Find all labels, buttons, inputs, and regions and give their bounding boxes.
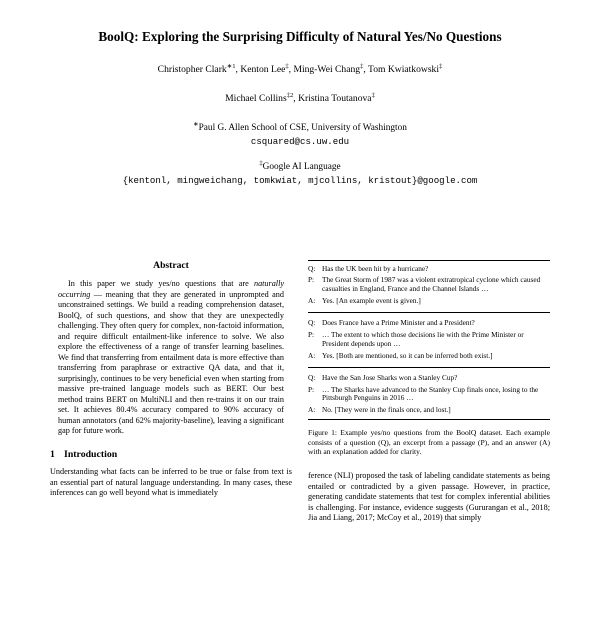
page-title: BoolQ: Exploring the Surprising Difficulty of Natural Yes/No Questions (98, 29, 502, 44)
abstract-paragraph: In this paper we study yes/no questions that are naturally occurring — meaning that they are generated in unprompted and unconstrained settings. We build a reading comprehension dataset, BoolQ, of such questions, and show that they are unexpectedly challenging. They often query for complex, non-factoid information, and require difficult entailment-like inference to solve. We also explore the effectiveness of a range of transfer learning baselines. We find that transferring from entailment data is more effective than transferring from paraphrase or extractive QA data, and that it, surprisingly, continues to be very beneficial even when starting from massive pre-trained language models such as BERT. Our best method trains BERT on MultiNLI and then re-trains it on our train set. It achieves 80.4% accuracy compared to 90% accuracy of human annotators (and 62% majority-baseline), leaving a significant gap for future work. (58, 279, 284, 436)
author-affil-marker: ‡ (371, 91, 375, 99)
figure-row (308, 372, 550, 384)
author-name: , Ming-Wei Chang (288, 64, 361, 76)
figure-row (308, 329, 550, 350)
figure-row-label: P: (308, 384, 315, 394)
figure-row-text: … The extent to which those decisions lie with the Prime Minister or President depends upon … (322, 329, 524, 348)
figure-row-label: Q: (308, 372, 316, 382)
body-columns (0, 260, 600, 628)
introduction-paragraph: Understanding what facts can be inferred to be true or false from text is an essential part of natural language understanding. In many cases, these inferences can go well beyond what is immediately (50, 467, 292, 498)
affiliation-text: Paul G. Allen School of CSE, University of Washington (198, 122, 407, 133)
section-title: Introduction (64, 448, 118, 460)
author-list (36, 63, 564, 106)
figure-row (308, 350, 550, 362)
right-column-paragraph: ference (NLI) proposed the task of labeling candidate statements as being entailed or contradicted by a given passage. However, in practice, generating candidate statements that test for complex inferential abilities is challenging. For instance, evidence suggests (Gururangan et al., 2018; Jia and Liang, 2017; McCoy et al., 2019) that simply (308, 471, 550, 523)
affiliation-1 (0, 122, 600, 149)
figure-example-group (308, 316, 550, 365)
figure-example-group (308, 261, 550, 310)
figure-row-label: A: (308, 350, 316, 360)
author-name: , Kristina Toutanova (293, 92, 372, 104)
figure-row-text: No. [They were in the finals once, and lost.] (322, 405, 451, 415)
figure-row-label: P: (308, 329, 315, 339)
affiliation-text: Google AI Language (262, 161, 341, 172)
figure-row-text: Yes. [An example event is given.] (322, 296, 421, 306)
figure-row (308, 384, 550, 405)
figure-row (308, 296, 550, 308)
figure-row-text: The Great Storm of 1987 was a violent extratropical cyclone which caused casualties in England, France and the Channel Islands … (322, 275, 541, 294)
figure-row-text: Have the San Jose Sharks won a Stanley Cup? (322, 372, 458, 382)
figure-row-text: Does France have a Prime Minister and a President? (322, 318, 475, 328)
figure-row-text: Yes. [Both are mentioned, so it can be inferred both exist.] (322, 350, 493, 360)
figure-row (308, 263, 550, 275)
author-line-2 (36, 92, 564, 106)
affil-marker: ‡ (259, 159, 263, 167)
figure-row-label: P: (308, 275, 315, 285)
figure-1-caption: Figure 1: Example yes/no questions from the BoolQ dataset. Each example consists of a question (Q), an excerpt from a passage (P), and an answer (A) with an explanation added for clarity. (308, 427, 550, 457)
figure-row (308, 318, 550, 330)
figure-row-label: Q: (308, 263, 316, 273)
left-column (50, 260, 292, 499)
author-name: Christopher Clark (157, 64, 227, 76)
abstract-body (58, 279, 284, 437)
author-affil-marker: ‡ (360, 62, 364, 70)
figure-1-table (308, 260, 550, 420)
figure-divider (308, 367, 550, 368)
author-name: , Kenton Lee (235, 64, 286, 76)
figure-example-group (308, 370, 550, 419)
figure-row-label: Q: (308, 318, 316, 328)
abstract-heading: Abstract (153, 260, 189, 271)
author-affil-marker: ∗1 (226, 62, 236, 70)
paper-page (0, 28, 600, 628)
author-name: Michael Collins (225, 92, 287, 104)
figure-row-label: A: (308, 405, 316, 415)
figure-row-text: Has the UK been hit by a hurricane? (322, 263, 429, 273)
section-number: 1 (50, 448, 55, 460)
figure-row (308, 405, 550, 417)
author-affil-marker: ‡ (439, 62, 443, 70)
section-heading-introduction (50, 449, 292, 462)
author-affil-marker: ‡ (285, 62, 289, 70)
author-affil-marker: ‡2 (286, 91, 294, 99)
author-line-1 (36, 63, 564, 77)
figure-divider (308, 312, 550, 313)
figure-row-label: A: (308, 296, 316, 306)
affiliation-1-email: csquared@cs.uw.edu (250, 136, 350, 148)
figure-row-text: … The Sharks have advanced to the Stanley Cup finals once, losing to the Pittsburgh Penguins in 2016 … (322, 384, 539, 403)
figure-row (308, 275, 550, 296)
affil-marker: ∗ (193, 120, 199, 128)
right-column (308, 260, 550, 524)
affiliation-2 (0, 161, 600, 188)
affiliation-2-email: {kentonl, mingweichang, tomkwiat, mjcollins, kristout}@google.com (122, 175, 478, 187)
author-name: , Tom Kwiatkowski (363, 64, 440, 76)
